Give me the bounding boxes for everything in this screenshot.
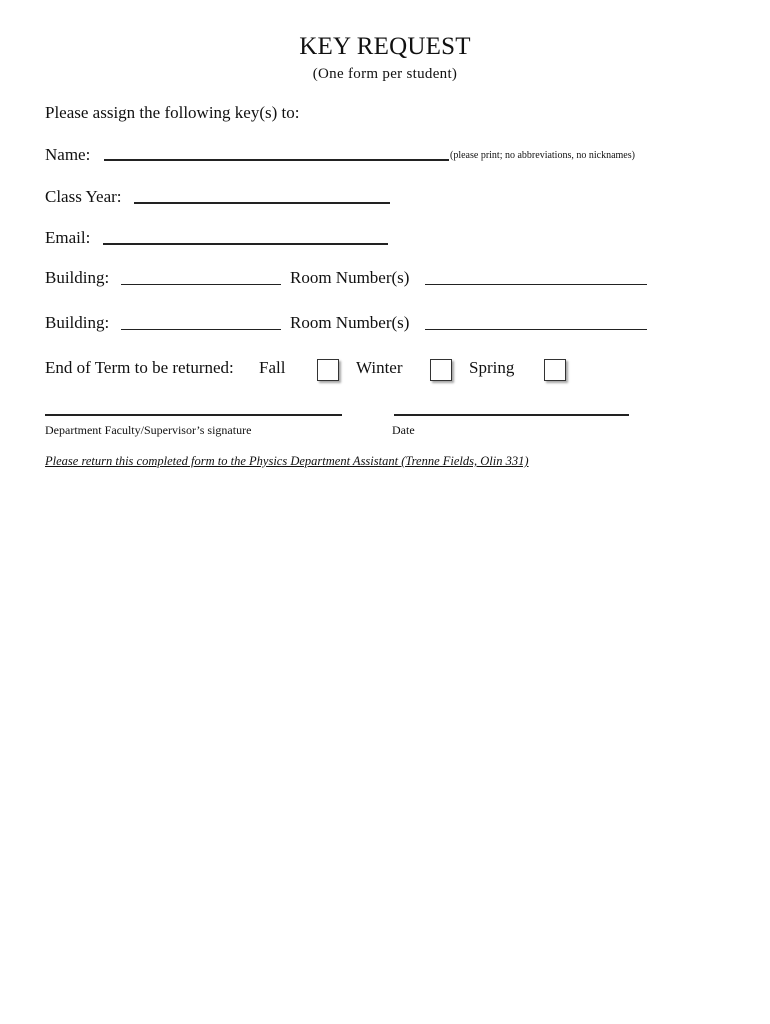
room-field-1[interactable]: [425, 284, 647, 285]
form-title: KEY REQUEST: [299, 33, 471, 60]
building-field-1[interactable]: [121, 284, 281, 285]
term-option-winter-label: Winter: [356, 358, 403, 377]
name-label: Name:: [45, 145, 91, 164]
date-field[interactable]: [394, 414, 629, 416]
term-option-fall-label: Fall: [259, 358, 286, 377]
email-label: Email:: [45, 228, 91, 247]
spring-checkbox[interactable]: [544, 359, 566, 381]
building-field-2[interactable]: [121, 329, 281, 330]
form-subtitle: (One form per student): [312, 66, 458, 82]
signature-caption: Department Faculty/Supervisor’s signature: [45, 423, 252, 437]
room-label-1: Room Number(s): [290, 268, 410, 287]
building-label-1: Building:: [45, 268, 110, 287]
return-note: Please return this completed form to the Physics Department Assistant (Trenne Fields, Olin 331): [45, 454, 529, 468]
building-label-2: Building:: [45, 313, 110, 332]
email-field[interactable]: [103, 243, 388, 245]
term-option-spring-label: Spring: [469, 358, 515, 377]
term-label: End of Term to be returned:: [45, 358, 234, 377]
intro-text: Please assign the following key(s) to:: [45, 103, 300, 122]
room-field-2[interactable]: [425, 329, 647, 330]
name-hint: (please print; no abbreviations, no nicknames): [450, 150, 635, 161]
class-year-label: Class Year:: [45, 187, 122, 206]
class-year-field[interactable]: [134, 202, 390, 204]
name-field[interactable]: [104, 159, 449, 161]
winter-checkbox[interactable]: [430, 359, 452, 381]
room-label-2: Room Number(s): [290, 313, 410, 332]
date-caption: Date: [392, 423, 415, 437]
fall-checkbox[interactable]: [317, 359, 339, 381]
signature-field[interactable]: [45, 414, 342, 416]
